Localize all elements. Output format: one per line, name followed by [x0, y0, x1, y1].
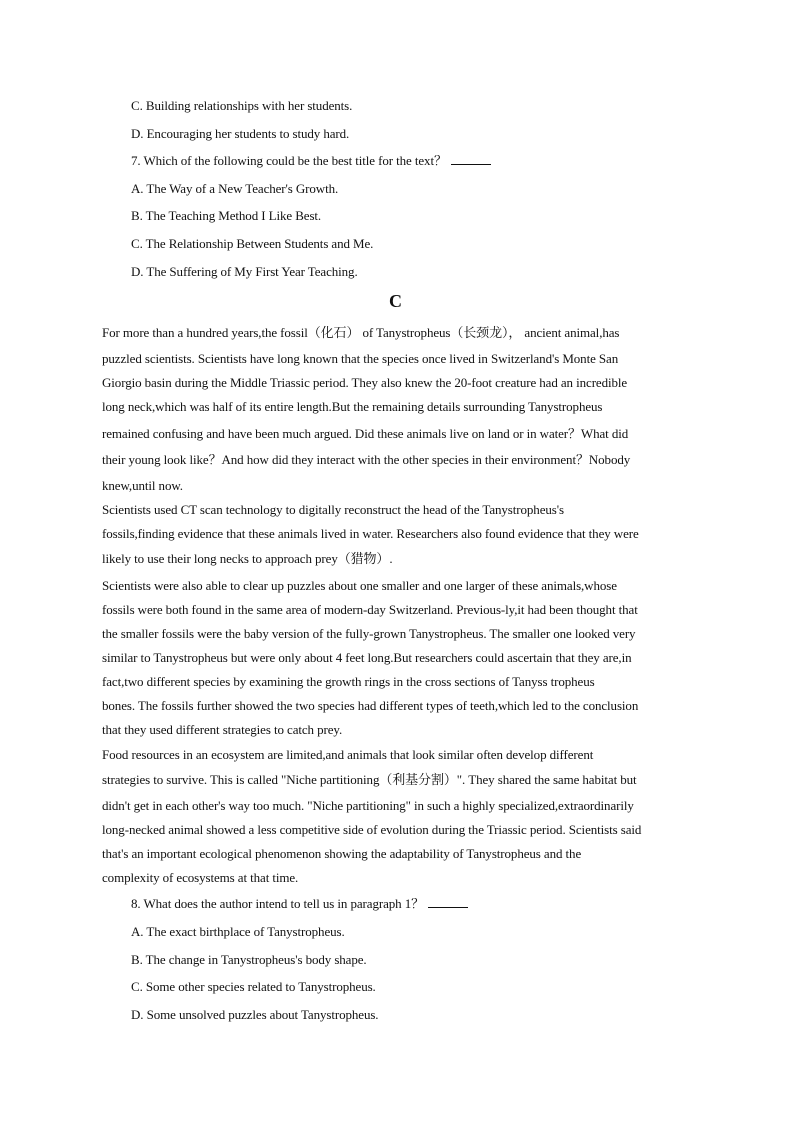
passage-line: long neck,which was half of its entire length.But the remaining details surrounding Tanystropheus: [102, 399, 603, 414]
passage-line: knew,until now.: [102, 478, 183, 493]
q7-stem-text: 7. Which of the following could be the best title for the text？: [131, 153, 447, 168]
passage-line: fossils,finding evidence that these animals lived in water. Researchers also found evidence that they were: [102, 526, 639, 541]
passage-line: the smaller fossils were the baby version of the fully-grown Tanystropheus. The smaller one looked very: [102, 626, 636, 641]
q7-option-d: D. The Suffering of My First Year Teaching.: [131, 264, 358, 279]
passage-line: fact,two different species by examining the growth rings in the cross sections of Tanyss tropheus: [102, 674, 595, 689]
q7-option-b: B. The Teaching Method I Like Best.: [131, 208, 322, 223]
q8-stem: [131, 895, 468, 913]
q7-answer-blank: [451, 152, 491, 165]
passage-line: Scientists were also able to clear up puzzles about one smaller and one larger of these animals,whose: [102, 578, 617, 593]
passage-line: remained confusing and have been much argued. Did these animals live on land or in water？What did: [102, 426, 629, 441]
q7-option-c: C. The Relationship Between Students and Me.: [131, 236, 374, 251]
passage-line: For more than a hundred years,the fossil（化石） of Tanystropheus（长颈龙）， ancient animal,has: [102, 325, 620, 340]
passage-line: didn't get in each other's way too much. "Niche partitioning" in such a highly specialized,extraordinarily: [102, 798, 634, 813]
q8-stem-text: 8. What does the author intend to tell us in paragraph 1？: [131, 896, 424, 911]
passage-line: complexity of ecosystems at that time.: [102, 870, 299, 885]
passage-line: likely to use their long necks to approach prey（猎物）.: [102, 551, 393, 566]
q8-option-c: C. Some other species related to Tanystropheus.: [131, 979, 376, 994]
passage-line: long-necked animal showed a less competitive side of evolution during the Triassic period. Scientists said: [102, 822, 642, 837]
q8-option-a: A. The exact birthplace of Tanystropheus.: [131, 924, 345, 939]
passage-line: Giorgio basin during the Middle Triassic period. They also knew the 20-foot creature had an incredible: [102, 375, 628, 390]
passage-line: similar to Tanystropheus but were only about 4 feet long.But researchers could ascertain that they are,in: [102, 650, 632, 665]
q7-stem: [131, 152, 491, 170]
passage-line: Food resources in an ecosystem are limited,and animals that look similar often develop different: [102, 747, 594, 762]
q6-option-d: D. Encouraging her students to study hard.: [131, 126, 350, 141]
passage-line: their young look like？And how did they interact with the other species in their environment？Nobody: [102, 452, 631, 467]
q8-option-d: D. Some unsolved puzzles about Tanystropheus.: [131, 1007, 379, 1022]
passage-line: Scientists used CT scan technology to digitally reconstruct the head of the Tanystropheus's: [102, 502, 564, 517]
q7-option-a: A. The Way of a New Teacher's Growth.: [131, 181, 339, 196]
passage-line: fossils were both found in the same area of modern-day Switzerland. Previous-ly,it had been thought that: [102, 602, 638, 617]
passage-line: strategies to survive. This is called "Niche partitioning（利基分割）". They shared the same habitat but: [102, 772, 637, 787]
passage-c-title: C: [389, 291, 402, 311]
q8-answer-blank: [428, 895, 468, 908]
passage-line: that they used different strategies to catch prey.: [102, 722, 343, 737]
q6-option-c: C. Building relationships with her students.: [131, 98, 353, 113]
passage-line: bones. The fossils further showed the two species had different types of teeth,which led to the conclusion: [102, 698, 639, 713]
passage-line: that's an important ecological phenomenon showing the adaptability of Tanystropheus and the: [102, 846, 582, 861]
q8-option-b: B. The change in Tanystropheus's body shape.: [131, 952, 367, 967]
passage-line: puzzled scientists. Scientists have long known that the species once lived in Switzerland's Monte San: [102, 351, 619, 366]
